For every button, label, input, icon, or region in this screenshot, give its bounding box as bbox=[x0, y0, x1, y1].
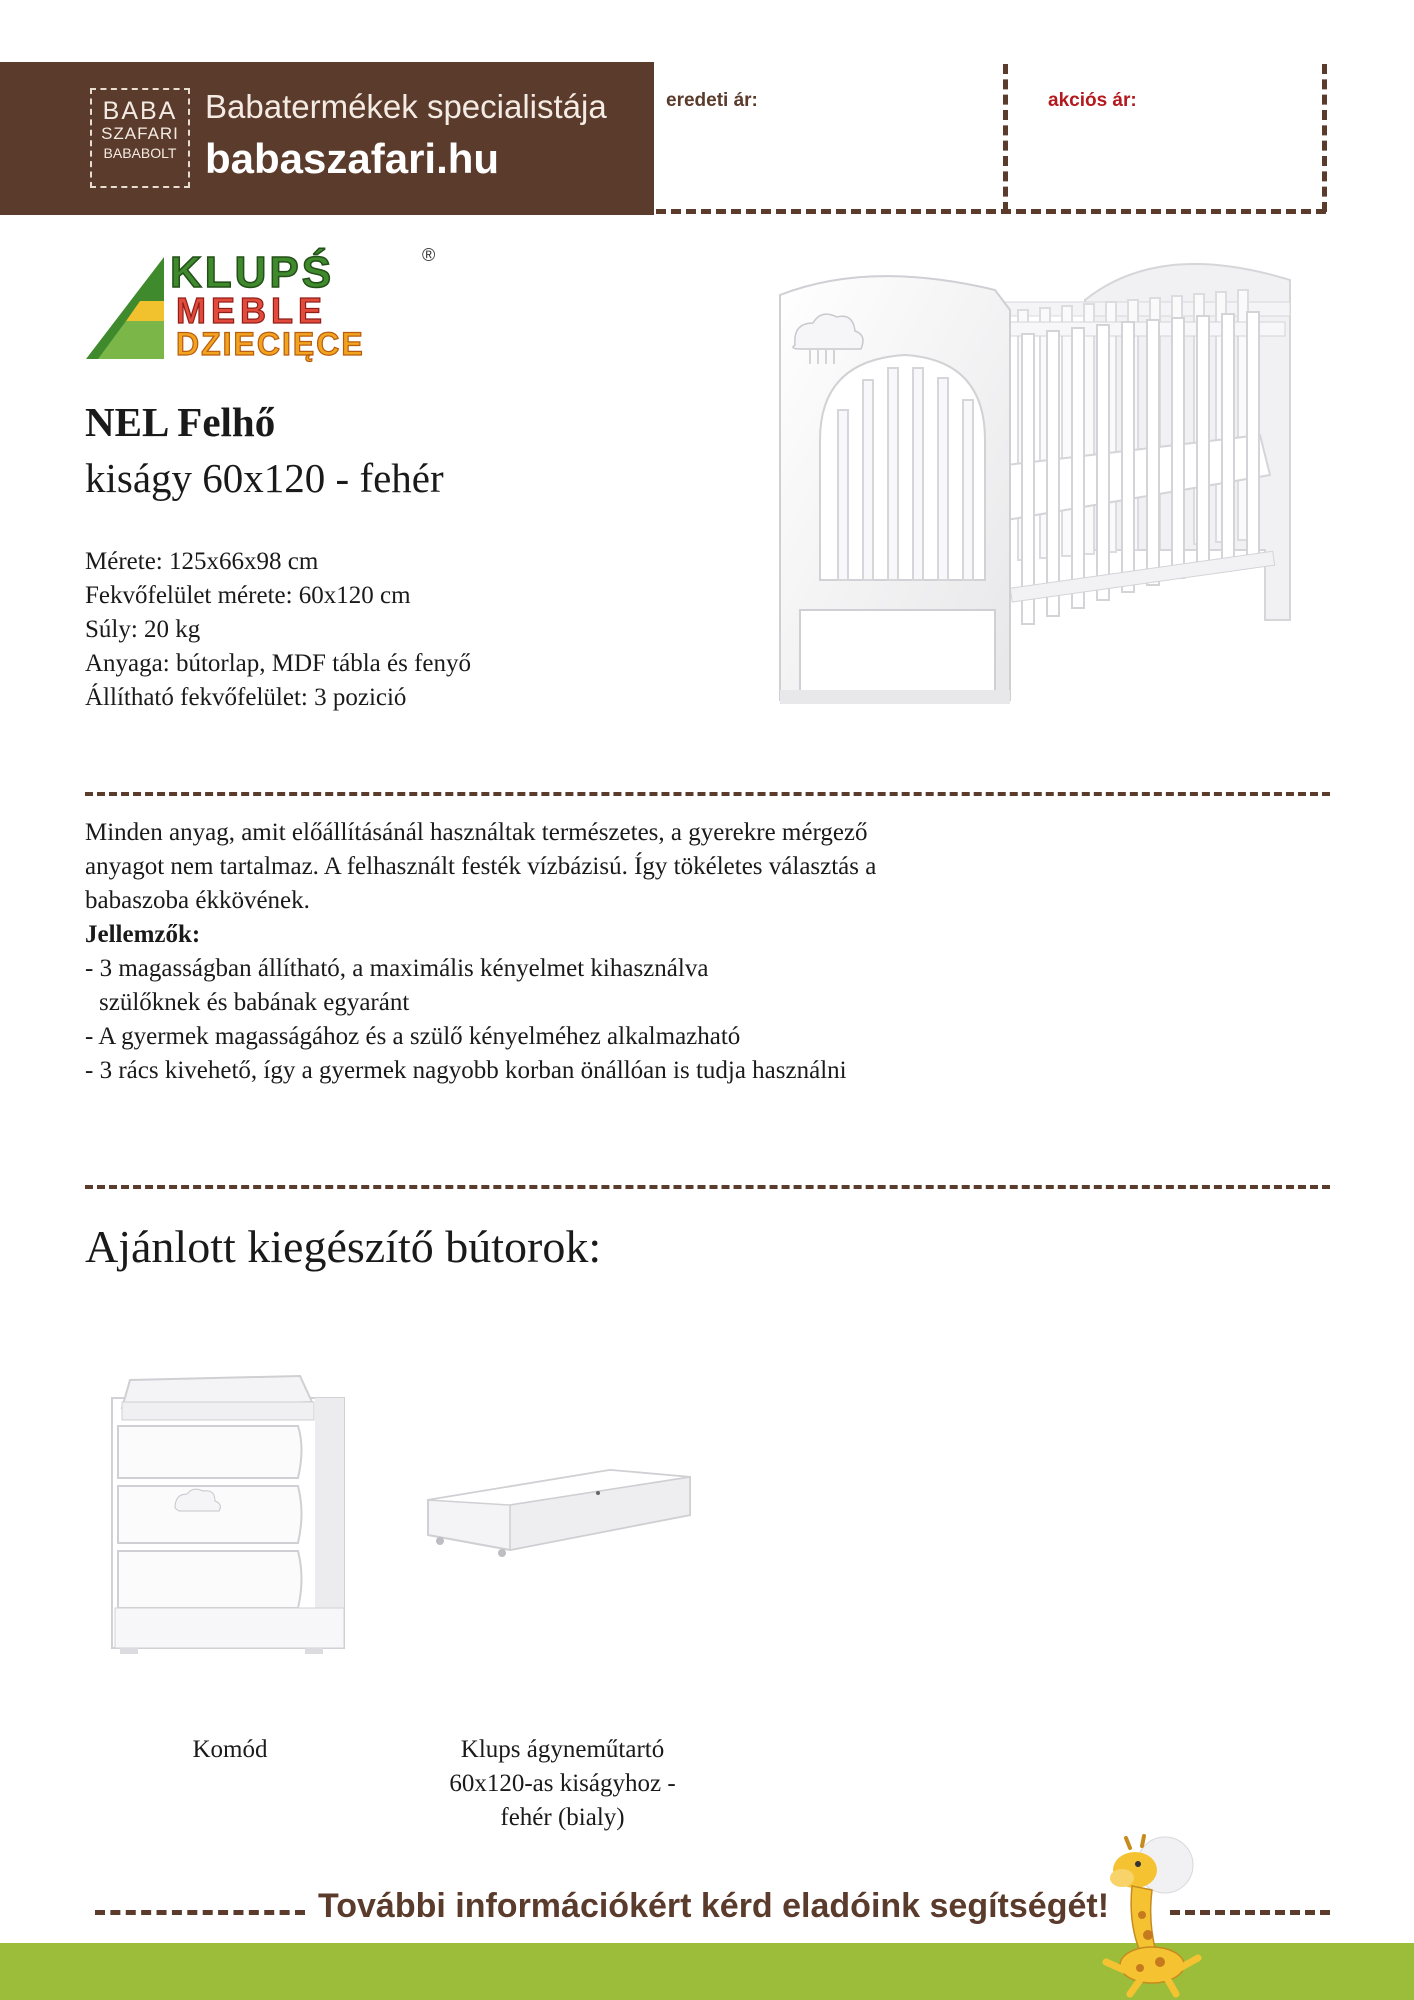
logo-line-2: SZAFARI bbox=[101, 124, 179, 143]
site-link[interactable]: babaszafari.hu bbox=[205, 135, 500, 182]
footer-dash-left bbox=[95, 1910, 305, 1915]
sale-price-label: akciós ár: bbox=[1048, 90, 1137, 111]
klups-logo bbox=[84, 247, 454, 367]
feature-item-3: - 3 rács kivehető, így a gyermek nagyobb korban önállóan is tudja használni bbox=[85, 1057, 847, 1084]
drawer-caption bbox=[420, 1733, 705, 1835]
crib-image bbox=[760, 250, 1320, 750]
feature-item-2: - A gyermek magasságához és a szülő kényelméhez alkalmazható bbox=[85, 1023, 741, 1050]
spec-weight: Súly: 20 kg bbox=[85, 616, 201, 643]
product-subtitle: kiságy 60x120 - fehér bbox=[85, 455, 444, 501]
description-line-1: Minden anyag, amit előállításánál használtak természetes, a gyerekre mérgező bbox=[85, 819, 868, 846]
logo-line-1: BABA bbox=[102, 97, 178, 125]
product-specs bbox=[85, 545, 471, 715]
drawer-caption-line-3: fehér (bialy) bbox=[500, 1804, 625, 1831]
spec-adjustable: Állítható fekvőfelület: 3 pozició bbox=[85, 684, 407, 711]
recommended-title: Ajánlott kiegészítő bútorok: bbox=[85, 1221, 602, 1272]
description-line-3: babaszoba ékkövének. bbox=[85, 887, 310, 914]
description-line-2: anyagot nem tartalmaz. A felhasznált festék vízbázisú. Így tökéletes választás a bbox=[85, 853, 877, 880]
brand-line-1: KLUPŚ bbox=[170, 248, 335, 297]
dresser-caption bbox=[130, 1733, 330, 1767]
registered-mark: ® bbox=[422, 247, 436, 265]
feature-item-1: - 3 magasságban állítható, a maximális kényelmet kihasználva bbox=[85, 955, 709, 982]
section-divider-1 bbox=[85, 792, 1330, 796]
dresser-caption-line: Komód bbox=[192, 1736, 268, 1763]
spec-mattress-size: Fekvőfelület mérete: 60x120 cm bbox=[85, 582, 411, 609]
brand-line-3: DZIECIĘCE bbox=[176, 326, 365, 362]
brand-line-2: MEBLE bbox=[176, 290, 327, 331]
features-heading: Jellemzők: bbox=[85, 921, 201, 948]
product-description bbox=[85, 816, 1025, 1088]
header-tagline: Babatermékek specialistája bbox=[205, 88, 607, 125]
price-divider bbox=[1003, 64, 1008, 212]
drawer-caption-line-1: Klups ágyneműtartó bbox=[460, 1736, 665, 1763]
drawer-caption-line-2: 60x120-as kiságyhoz - bbox=[449, 1770, 676, 1797]
footer-help-text: További információkért kérd eladóink segítségét! bbox=[318, 1887, 1110, 1925]
price-box-bottom-edge bbox=[656, 209, 1326, 214]
feature-item-1-cont: szülőknek és babának egyaránt bbox=[99, 989, 410, 1016]
original-price-label: eredeti ár: bbox=[666, 90, 758, 111]
spec-size: Mérete: 125x66x98 cm bbox=[85, 548, 319, 575]
logo-line-3: BABABOLT bbox=[103, 145, 177, 161]
giraffe-mascot-icon bbox=[1080, 1830, 1210, 2000]
spec-material: Anyaga: bútorlap, MDF tábla és fenyő bbox=[85, 650, 472, 677]
price-box-right-edge bbox=[1322, 64, 1327, 212]
dresser-image[interactable] bbox=[100, 1368, 360, 1668]
babaszafari-logo[interactable] bbox=[90, 88, 190, 188]
product-title: NEL Felhő bbox=[85, 399, 276, 445]
underbed-drawer-image[interactable] bbox=[420, 1455, 700, 1570]
section-divider-2 bbox=[85, 1185, 1330, 1189]
